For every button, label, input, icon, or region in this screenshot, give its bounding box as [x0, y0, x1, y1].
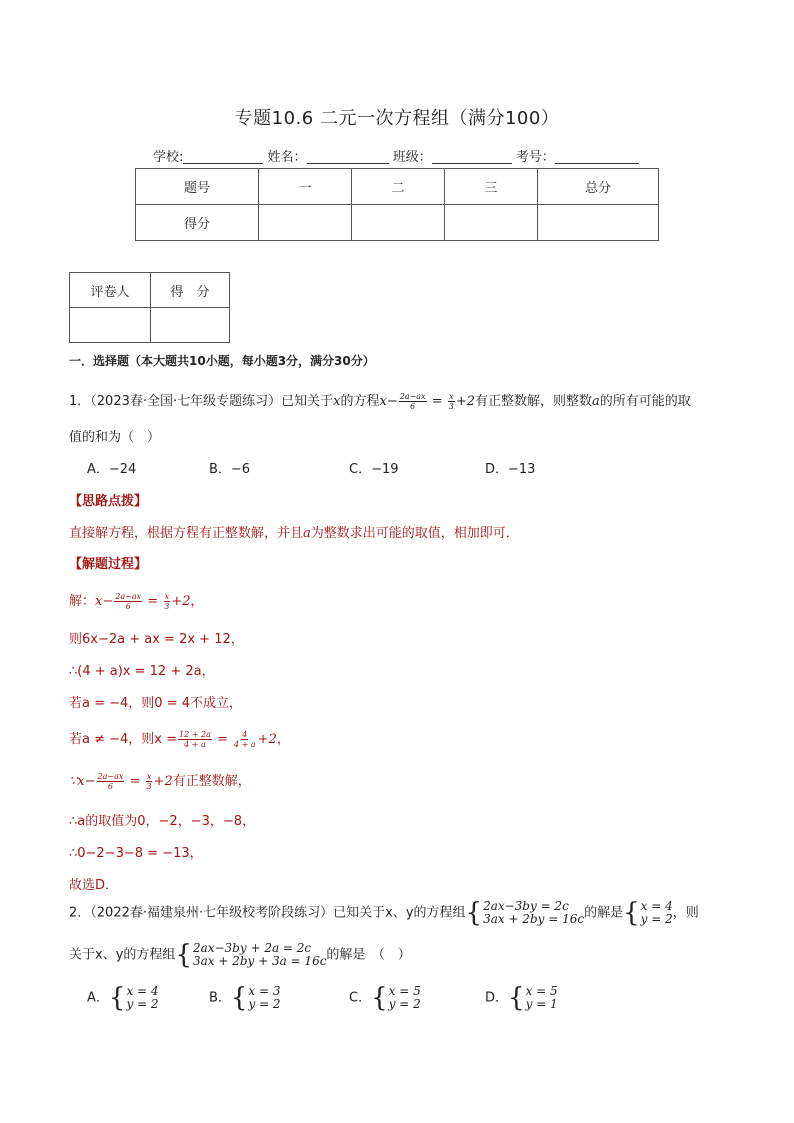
option-label: A． — [87, 990, 109, 1006]
brace: { — [371, 983, 388, 1013]
math-op: = — [212, 732, 233, 747]
equation-row: x = 5 — [388, 984, 421, 998]
q2-text: 的解是 （ ） — [326, 947, 411, 963]
score-cell[interactable] — [445, 205, 538, 241]
fraction-numerator: 2a−ax — [399, 392, 426, 401]
score-header-cell: 三 — [445, 169, 538, 205]
solution-text: ∴a — [69, 814, 86, 829]
equation-row: y = 1 — [525, 997, 558, 1011]
name-label: 姓名： — [267, 150, 307, 165]
score-row-label: 得分 — [136, 205, 259, 241]
math-var: x — [379, 394, 387, 409]
solution-step-7 — [69, 810, 255, 829]
fraction-denominator: 4 + a — [184, 740, 206, 749]
equation-row: 3ax + 2by + 3a = 16c — [192, 954, 327, 968]
equation-system — [175, 942, 326, 968]
fraction — [178, 730, 212, 749]
math-var: a — [592, 394, 600, 409]
q2-option-a[interactable] — [87, 985, 159, 1011]
equation-system — [466, 900, 585, 926]
fraction-denominator: 3 — [164, 602, 170, 611]
solution-step-8: ∴0−2−3−8 = −13， — [69, 846, 203, 861]
solution-text: 有正整数解， — [172, 774, 251, 789]
equation-system — [109, 985, 159, 1011]
brace: { — [623, 898, 640, 928]
score-table-row — [136, 205, 659, 241]
math-op: +2 — [455, 394, 476, 409]
exam-no-blank[interactable] — [555, 149, 639, 164]
score-table — [135, 168, 659, 241]
q1-prefix: 1．（2023春·全国·七年级专题练习）已知关于 — [69, 394, 334, 409]
equation-row: y = 2 — [640, 912, 673, 926]
solution-step-5 — [69, 728, 290, 749]
math-op: = — [125, 774, 145, 789]
equation-row: x = 4 — [126, 984, 159, 998]
fraction-denominator: 4 + a — [234, 740, 256, 749]
fraction — [97, 772, 125, 791]
q2-option-d[interactable] — [485, 985, 558, 1011]
name-blank[interactable] — [307, 149, 389, 164]
grader-header-row — [70, 273, 230, 308]
hint-text-part: 为整数求出可能的取值，相加即可． — [310, 526, 519, 541]
punct: ， — [276, 732, 290, 747]
page-title: 专题10.6 二元一次方程组（满分100） — [234, 108, 560, 129]
fraction-numerator: 12 + 2a — [179, 730, 211, 739]
q1-option-d[interactable]: D．−13 — [485, 462, 536, 477]
grader-cell[interactable] — [151, 308, 230, 343]
equation-system — [623, 900, 673, 926]
equation-system — [231, 985, 281, 1011]
solution-text: 解： — [69, 594, 96, 609]
grader-row — [70, 308, 230, 343]
fraction-numerator: 2a−ax — [97, 772, 124, 781]
solution-step-2: 则6x−2a + ax = 2x + 12， — [69, 632, 244, 647]
fraction-denominator: 6 — [125, 602, 131, 611]
math-op: − — [386, 394, 398, 409]
brace: { — [108, 983, 126, 1013]
math-op: +2 — [257, 732, 277, 747]
q1-stem-line1 — [69, 390, 691, 411]
score-cell[interactable] — [352, 205, 445, 241]
equation-row: x = 4 — [640, 899, 673, 913]
math-var: ∵x — [69, 774, 85, 789]
fraction — [399, 392, 427, 411]
solution-step-6 — [69, 770, 251, 791]
equation-row: y = 2 — [126, 997, 159, 1011]
math-op: +2 — [153, 774, 173, 789]
section-title: 一．选择题（本大题共10小题，每小题3分，满分30分） — [69, 354, 375, 368]
solution-step-9: 故选D． — [69, 878, 119, 893]
q1-option-b[interactable]: B．−6 — [209, 462, 251, 477]
solution-text: 若a = −4，则0 = 4 — [69, 696, 190, 711]
equation-row: x = 3 — [248, 984, 281, 998]
option-label: C． — [349, 990, 372, 1006]
q2-stem-line2 — [69, 942, 411, 968]
q2-text: 的解是 — [584, 905, 624, 921]
equation-row: 3ax + 2by = 16c — [483, 912, 585, 926]
fraction-denominator: 6 — [410, 402, 416, 411]
score-cell[interactable] — [538, 205, 659, 241]
solution-step-4 — [69, 692, 242, 711]
q1-option-a[interactable]: A．−24 — [87, 462, 137, 477]
solution-text: 0，−2，−3，−8， — [137, 814, 256, 829]
fraction — [146, 772, 153, 791]
grader-cell[interactable] — [70, 308, 151, 343]
solution-text: 若a ≠ −4，则x = — [69, 732, 178, 747]
fraction-numerator: 4 — [242, 730, 248, 739]
fraction — [114, 592, 142, 611]
q2-text: 关于x、y的方程组 — [69, 947, 176, 963]
score-header-cell: 一 — [259, 169, 352, 205]
equation-row: y = 2 — [388, 997, 421, 1011]
math-var: a — [303, 526, 311, 541]
grader-header-cell: 评卷人 — [70, 273, 151, 308]
solution-step-3: ∴(4 + a)x = 12 + 2a， — [69, 664, 215, 679]
equation-row: x = 5 — [525, 984, 558, 998]
score-header-cell: 二 — [352, 169, 445, 205]
equation-system — [508, 985, 558, 1011]
math-var: x — [95, 594, 103, 609]
fraction — [163, 592, 170, 611]
equation-system — [371, 985, 421, 1011]
fraction — [233, 730, 257, 749]
hint-text-part: 直接解方程，根据方程有正整数解，并且 — [69, 526, 304, 541]
hint-tag: 【思路点拨】 — [69, 494, 148, 509]
q2-stem-line1 — [69, 900, 699, 926]
math-op: = — [427, 394, 447, 409]
grader-header-cell: 得 分 — [151, 273, 230, 308]
fraction-denominator: 6 — [107, 782, 113, 791]
school-blank[interactable] — [183, 149, 263, 164]
punct: ， — [190, 594, 204, 609]
q2-prefix: 2．（2022春·福建泉州·七年级校考阶段练习）已知关于x、y的方程组 — [69, 905, 466, 921]
fraction-numerator: 2a−ax — [115, 592, 142, 601]
class-blank[interactable] — [432, 149, 512, 164]
equation-row: 2ax−3by = 2c — [483, 899, 569, 913]
option-label: D． — [485, 990, 509, 1006]
score-header-cell: 题号 — [136, 169, 259, 205]
equation-row: 2ax−3by + 2a = 2c — [192, 941, 312, 955]
q1-text: 的所有可能的取 — [599, 394, 691, 409]
math-op: = — [143, 594, 163, 609]
option-label: B． — [209, 990, 231, 1006]
grader-table — [69, 272, 230, 343]
class-label: 班级： — [392, 150, 432, 165]
solution-tag: 【解题过程】 — [69, 557, 148, 572]
math-var: x — [333, 394, 341, 409]
q1-stem-line2: 值的和为（ ） — [69, 430, 161, 445]
q1-option-c[interactable]: C．−19 — [349, 462, 399, 477]
q2-text: ，则 — [672, 905, 699, 921]
fraction-denominator: 3 — [448, 402, 454, 411]
q1-text: 有正整数解，则整数 — [475, 394, 593, 409]
brace: { — [508, 983, 525, 1013]
hint-text — [69, 522, 519, 541]
equation-row: y = 2 — [248, 997, 281, 1011]
math-op: +2 — [171, 594, 191, 609]
math-op: − — [84, 774, 96, 789]
q1-text: 的方程 — [340, 394, 380, 409]
fraction-numerator: x — [146, 772, 152, 781]
q2-option-c[interactable] — [349, 985, 421, 1011]
brace: { — [465, 898, 483, 928]
solution-text: 不成立， — [190, 696, 243, 711]
fraction-numerator: x — [449, 392, 454, 401]
exam-no-label: 考号： — [515, 150, 555, 165]
solution-step-1 — [69, 590, 204, 611]
score-table-header-row — [136, 169, 659, 205]
fraction-denominator: 3 — [146, 782, 152, 791]
math-op: − — [102, 594, 114, 609]
fraction-numerator: x — [164, 592, 170, 601]
student-info-line — [153, 146, 639, 165]
brace: { — [230, 983, 248, 1013]
brace: { — [175, 940, 192, 970]
fraction — [448, 392, 455, 411]
score-header-cell: 总分 — [538, 169, 659, 205]
q2-option-b[interactable] — [209, 985, 281, 1011]
school-label: 学校: — [153, 150, 184, 165]
solution-text: 的取值为 — [85, 814, 138, 829]
score-cell[interactable] — [259, 205, 352, 241]
